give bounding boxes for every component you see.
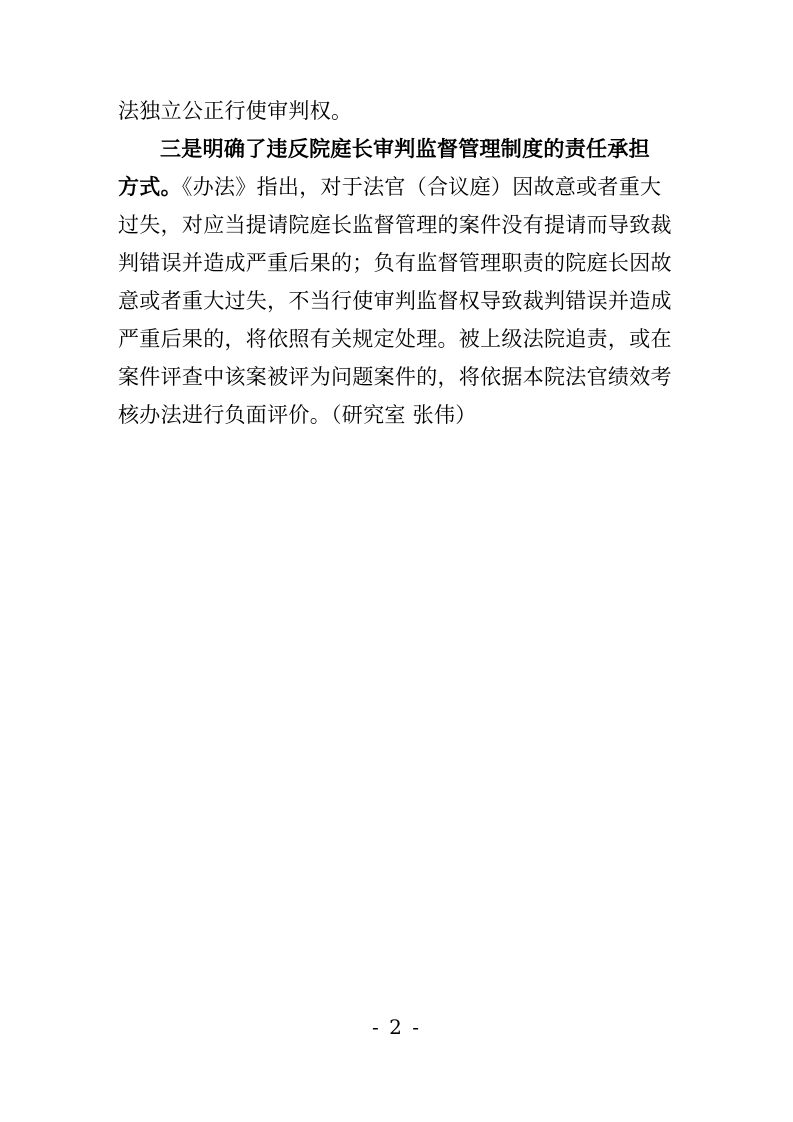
paragraph-line: [118, 206, 678, 244]
line-text: 《办法》指出，对于法官（合议庭）因故意或者重大: [181, 175, 662, 199]
line-text: 判错误并造成严重后果的；负有监督管理职责的院庭长因故: [118, 251, 672, 275]
line-text: 过失，对应当提请院庭长监督管理的案件没有提请而导致裁: [118, 213, 672, 237]
paragraph-line: [118, 168, 678, 206]
paragraph-line: [118, 244, 678, 282]
paragraph-line: [118, 358, 678, 396]
line-text: 严重后果的，将依照有关规定处理。被上级法院追责，或在: [118, 327, 672, 351]
section-heading: 三是明确了违反院庭长审判监督管理制度的责任承担: [160, 137, 650, 161]
page-number: - 2 -: [372, 1015, 421, 1039]
line-text: 意或者重大过失，不当行使审判监督权导致裁判错误并造成: [118, 289, 672, 313]
document-body: [118, 92, 678, 434]
section-heading: 方式。: [118, 175, 182, 199]
paragraph-line: [118, 92, 678, 130]
line-text: 核办法进行负面评价。（研究室 张伟）: [118, 403, 477, 427]
line-text: 法独立公正行使审判权。: [118, 99, 353, 123]
paragraph-line: [118, 396, 678, 434]
line-text: 案件评查中该案被评为问题案件的，将依据本院法官绩效考: [118, 365, 672, 389]
paragraph-line: [118, 320, 678, 358]
paragraph-line: [118, 282, 678, 320]
paragraph-line: [118, 130, 678, 168]
